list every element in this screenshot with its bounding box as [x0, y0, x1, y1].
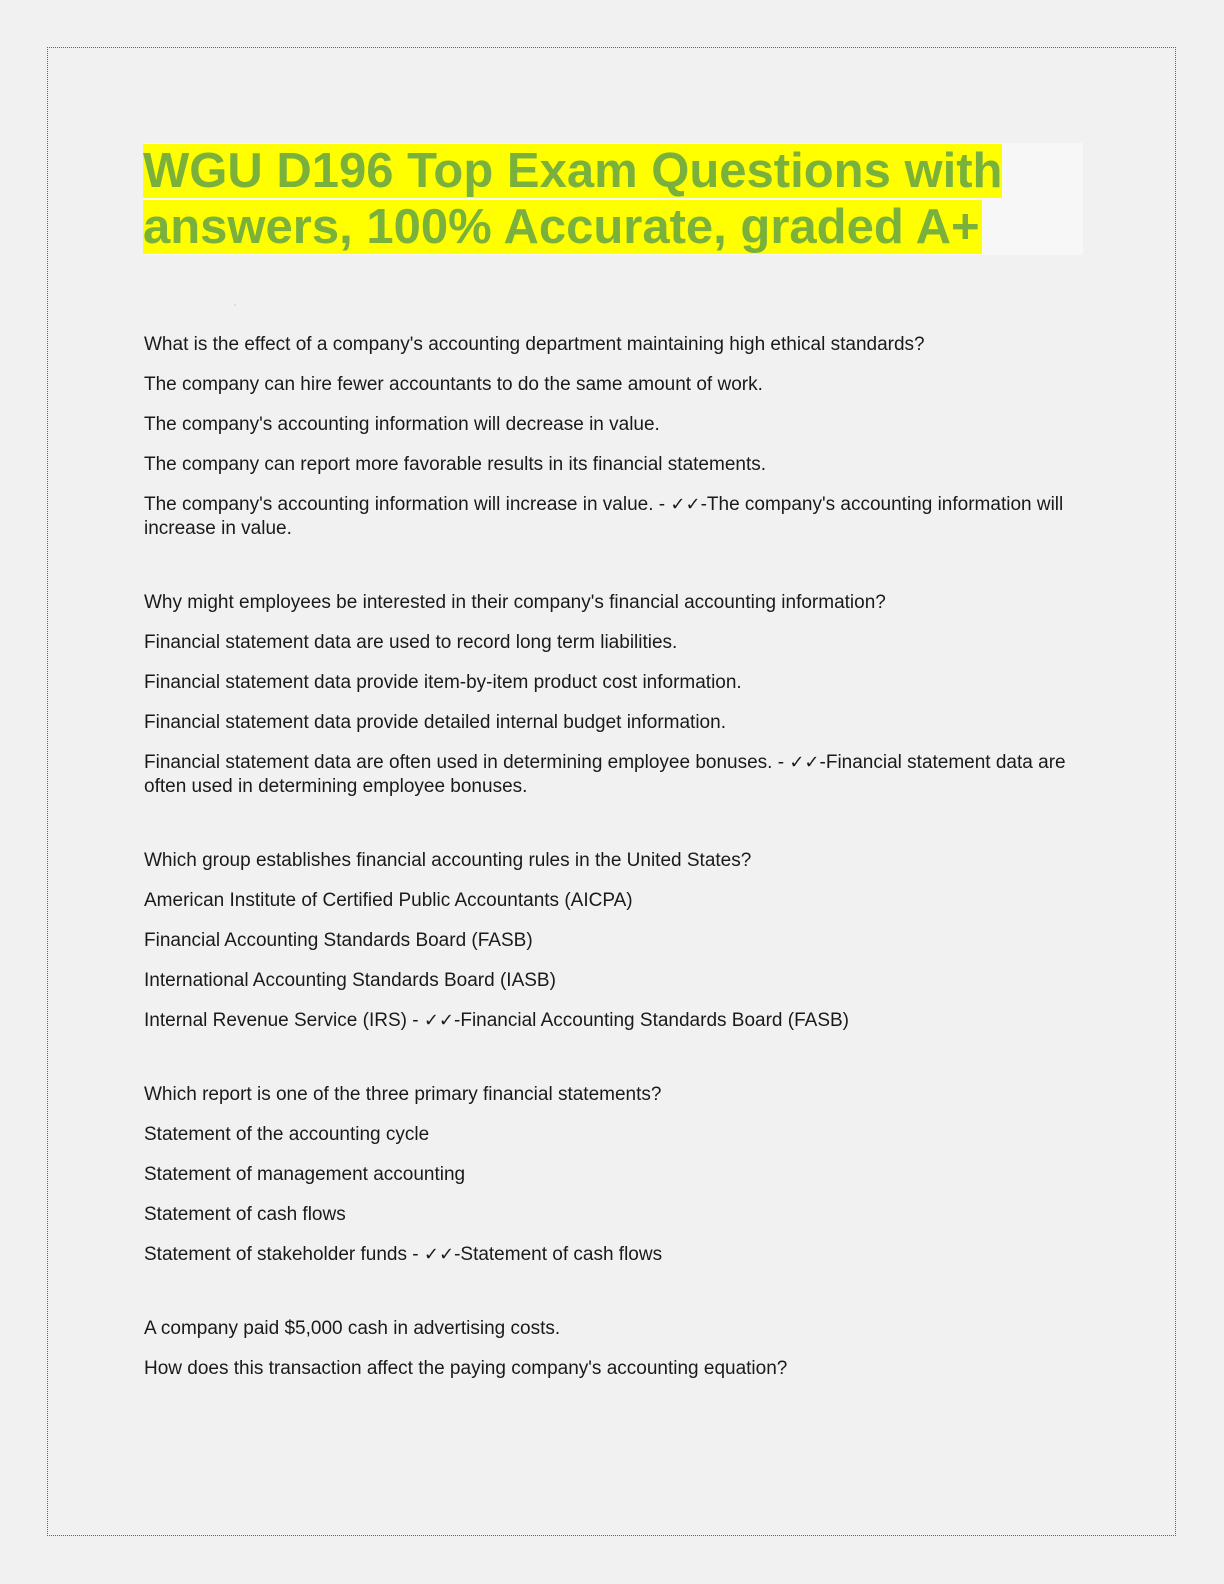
answer-option-with-answer: [144, 1009, 1074, 1033]
separator: -: [406, 1010, 424, 1031]
question-block-3: [144, 849, 1074, 1033]
document-title: WGU D196 Top Exam Questions with answers, 100% Accurate, graded A+: [143, 144, 1003, 254]
answer-option: The company's accounting information will decrease in value.: [144, 414, 660, 435]
answer-option-with-answer: [144, 751, 1074, 799]
question-text: How does this transaction affect the paying company's accounting equation?: [144, 1358, 788, 1379]
correct-answer: -Financial statement data are often used in determining employee bonuses.: [144, 752, 1066, 797]
answer-option: American Institute of Certified Public Accountants (AICPA): [144, 890, 633, 911]
correct-answer: -Statement of cash flows: [454, 1244, 663, 1265]
correct-answer: -Financial Accounting Standards Board (FASB): [454, 1010, 849, 1031]
double-check-icon: ✓✓: [670, 494, 701, 515]
answer-option: Financial statement data are used to record long term liabilities.: [144, 632, 678, 653]
answer-option: International Accounting Standards Board (IASB): [144, 970, 556, 991]
question-block-5: [144, 1317, 1074, 1381]
separator: -: [772, 752, 790, 773]
answer-option: Statement of cash flows: [144, 1204, 346, 1225]
answer-option: Financial statement data are often used in determining employee bonuses.: [144, 752, 773, 773]
question-text: Which group establishes financial accounting rules in the United States?: [144, 850, 752, 871]
question-text: What is the effect of a company's accounting department maintaining high ethical standards?: [144, 334, 925, 355]
document-body: [144, 333, 1074, 1431]
question-block-2: [144, 591, 1074, 799]
question-block-1: [144, 333, 1074, 541]
answer-option: Statement of stakeholder funds: [144, 1244, 407, 1265]
double-check-icon: ✓✓: [789, 752, 820, 773]
answer-option: Statement of the accounting cycle: [144, 1124, 430, 1145]
answer-option: The company can hire fewer accountants to do the same amount of work.: [144, 374, 763, 395]
question-block-4: [144, 1083, 1074, 1267]
answer-option: The company can report more favorable results in its financial statements.: [144, 454, 767, 475]
answer-option: Financial statement data provide detailed internal budget information.: [144, 712, 726, 733]
question-text: A company paid $5,000 cash in advertising costs.: [144, 1318, 561, 1339]
answer-option: Statement of management accounting: [144, 1164, 466, 1185]
separator: -: [653, 494, 671, 515]
answer-option-with-answer: [144, 1243, 1074, 1267]
answer-option: Internal Revenue Service (IRS): [144, 1010, 407, 1031]
double-check-icon: ✓✓: [423, 1244, 455, 1265]
double-check-icon: ✓✓: [423, 1010, 455, 1031]
answer-option-with-answer: [144, 493, 1074, 541]
title-area: [143, 143, 1083, 255]
correct-answer: -The company's accounting information will increase in value.: [144, 494, 1064, 539]
separator: -: [407, 1244, 424, 1265]
question-text: Which report is one of the three primary financial statements?: [144, 1084, 662, 1105]
question-text: Why might employees be interested in their company's financial accounting information?: [144, 592, 886, 613]
answer-option: Financial Accounting Standards Board (FASB): [144, 930, 533, 951]
answer-option: Financial statement data provide item-by-item product cost information.: [144, 672, 742, 693]
decorative-dot: [234, 304, 236, 306]
answer-option: The company's accounting information will increase in value.: [144, 494, 654, 515]
